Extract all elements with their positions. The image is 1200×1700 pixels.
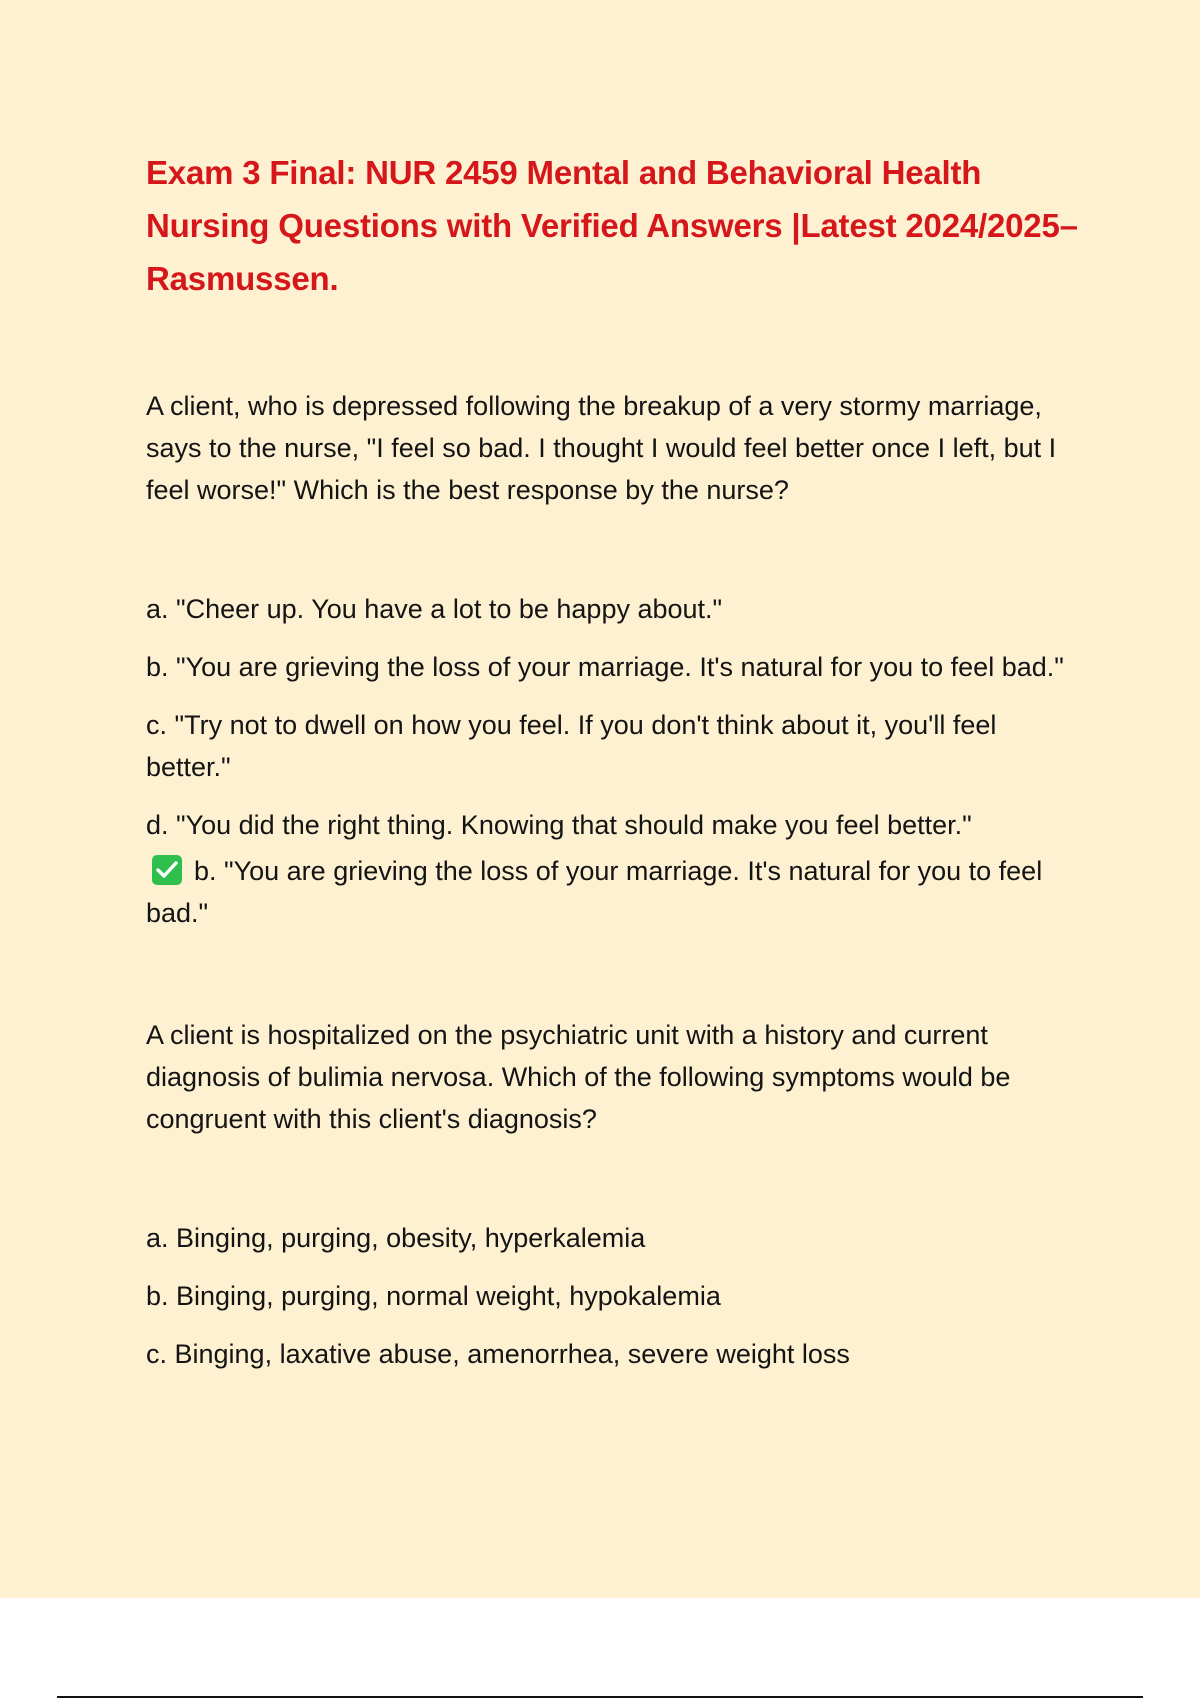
question-2-text: A client is hospitalized on the psychiatric unit with a history and current diagnosis of bulimia nervosa. Which of the following symptoms would be congruent with this client's diagnosis? <box>146 1020 1011 1134</box>
question-2-option-a: a. Binging, purging, obesity, hyperkalemia <box>146 1223 646 1253</box>
footer-divider <box>57 1696 1143 1698</box>
question-2-options <box>146 1217 1086 1375</box>
question-2-option-c: c. Binging, laxative abuse, amenorrhea, severe weight loss <box>146 1339 850 1369</box>
question-1-options <box>146 588 1086 934</box>
question-2-option-b: b. Binging, purging, normal weight, hypokalemia <box>146 1281 721 1311</box>
question-1-text: A client, who is depressed following the breakup of a very stormy marriage, says to the nurse, "I feel so bad. I thought I would feel better once I left, but I feel worse!" Which is the best response by the nurse? <box>146 391 1057 505</box>
question-1-answer <box>146 850 1086 934</box>
document-content <box>146 146 1086 1391</box>
question-1-option-d: d. "You did the right thing. Knowing that should make you feel better." <box>146 810 972 840</box>
question-1-option-b: b. "You are grieving the loss of your marriage. It's natural for you to feel bad." <box>146 652 1064 682</box>
question-1-option-c: c. "Try not to dwell on how you feel. If you don't think about it, you'll feel better." <box>146 710 997 782</box>
check-mark-icon <box>152 855 182 885</box>
document-title: Exam 3 Final: NUR 2459 Mental and Behavioral Health Nursing Questions with Verified Answers |Latest 2024/2025– Rasmussen. <box>146 154 1078 297</box>
question-1-option-a: a. "Cheer up. You have a lot to be happy about." <box>146 594 723 624</box>
question-1-answer-text: b. "You are grieving the loss of your marriage. It's natural for you to feel bad." <box>146 856 1043 928</box>
